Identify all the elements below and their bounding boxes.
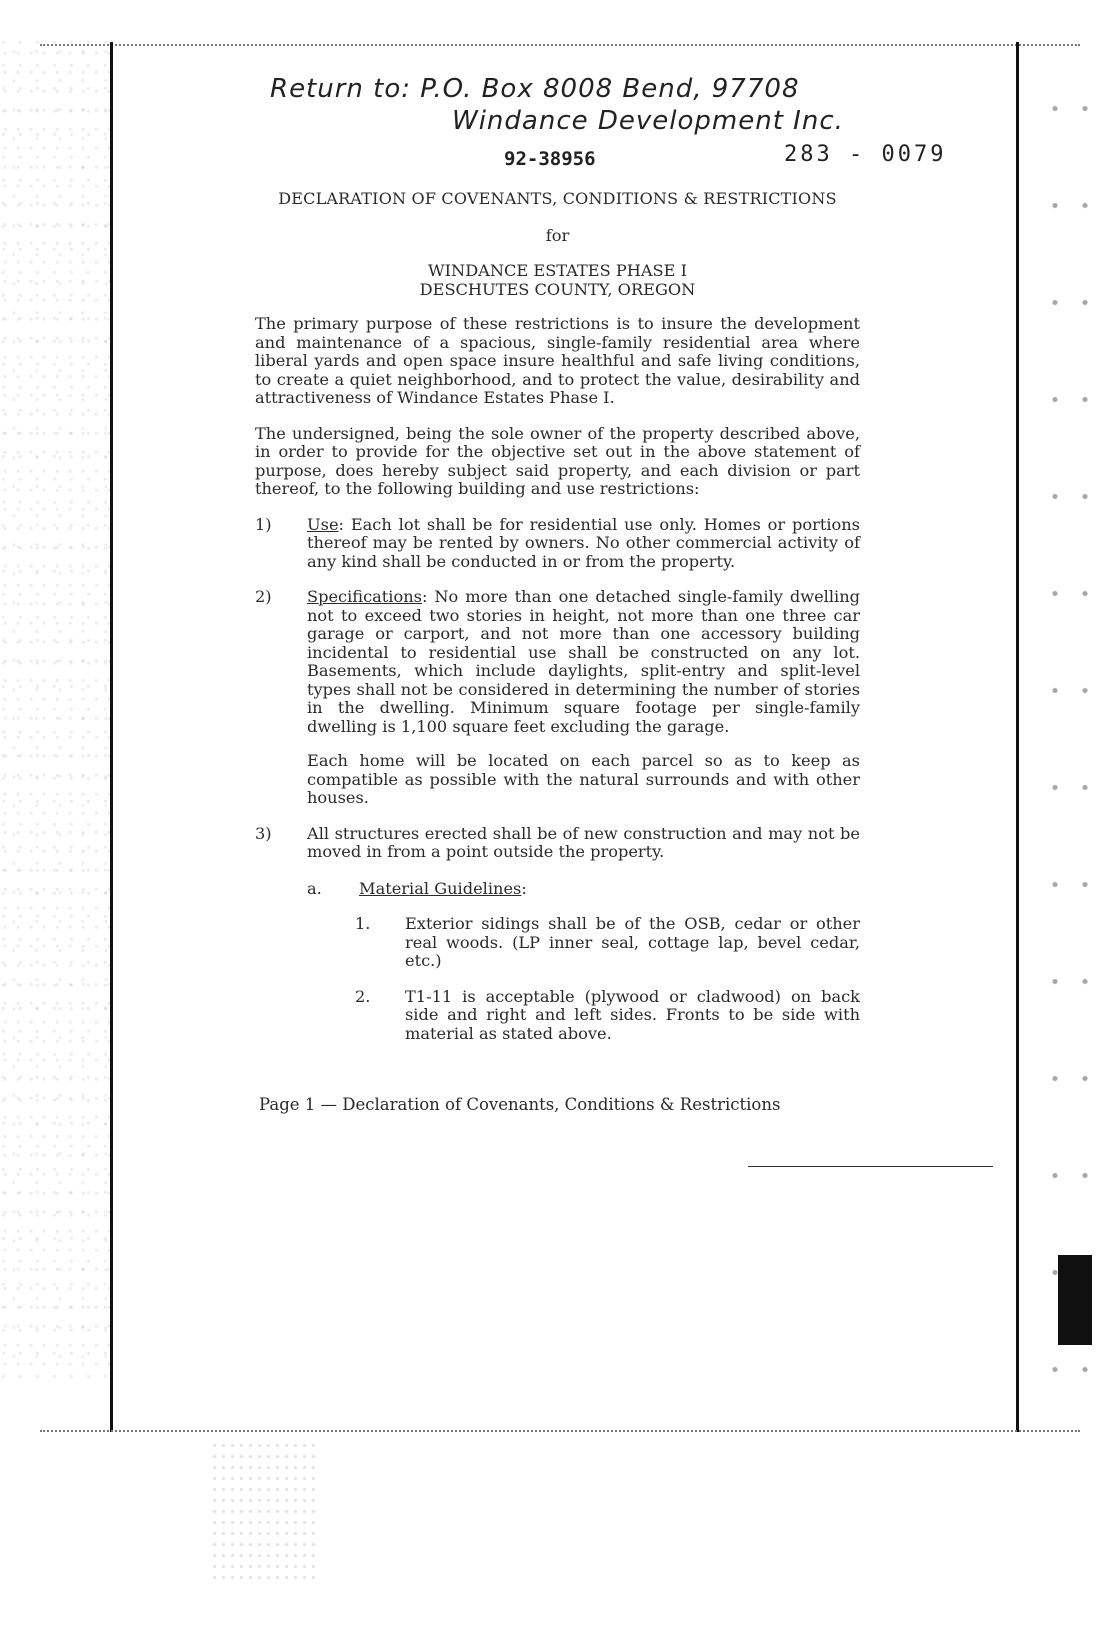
page-footer: Page 1 — Declaration of Covenants, Conditions & Restrictions — [259, 1095, 781, 1114]
book-page-stamp: 283 - 0079 — [784, 142, 947, 167]
restriction-item-specifications — [255, 588, 860, 736]
undersigned-paragraph: The undersigned, being the sole owner of the property described above, in order to provide for the objective set out in the above statement of purpose, does hereby subject said property, and each division or part thereof, to the following building and use restrictions: — [255, 423, 860, 498]
title-for: for — [545, 225, 570, 245]
subtitle-project: WINDANCE ESTATES PHASE I — [428, 261, 687, 280]
item-extra-text: Each home will be located on each parcel so as to keep as compatible as possible with the natural surrounds and with other houses. — [307, 751, 860, 807]
item-text: All structures erected shall be of new construction and may not be moved in from a point outside the property. — [307, 823, 860, 861]
recording-number-stamp: 92-38956 — [504, 148, 596, 170]
subsection-letter: a. — [307, 878, 322, 898]
item-number: 2) — [255, 587, 272, 606]
scan-top-border — [40, 44, 1080, 47]
subsection-suffix: : — [521, 878, 527, 898]
restriction-item-use — [255, 516, 860, 572]
guideline-point — [355, 915, 860, 971]
item-text: : Each lot shall be for residential use only. Homes or portions thereof may be rented by owners. No other commercial activity of any kind shall be conducted in or from the property. — [307, 514, 860, 571]
point-number: 2. — [355, 986, 371, 1006]
guideline-point — [355, 988, 860, 1044]
footer-rule — [748, 1166, 993, 1167]
point-text: Exterior sidings shall be of the OSB, cedar or other real woods. (LP inner seal, cottage lap, bevel cedar, etc.) — [405, 914, 860, 970]
subtitle-county: DESCHUTES COUNTY, OREGON — [419, 279, 696, 299]
subsection-label: Material Guidelines — [359, 878, 522, 898]
specifications-extra — [255, 752, 860, 808]
restriction-item-construction — [255, 825, 860, 862]
material-guidelines-heading — [307, 880, 860, 899]
scan-bottom-border — [40, 1430, 1080, 1433]
point-text: T1-11 is acceptable (plywood or cladwood) on back side and right and left sides. Fronts to be side with material as stated above. — [405, 986, 860, 1043]
scan-noise-right — [1040, 60, 1100, 1380]
document-body — [255, 190, 860, 1043]
item-number: 1) — [255, 514, 272, 534]
point-number: 1. — [355, 914, 371, 933]
handwritten-company-name: Windance Development Inc. — [452, 106, 844, 136]
scan-left-border — [110, 42, 113, 1432]
scan-right-border — [1016, 42, 1019, 1432]
item-label: Specifications — [307, 587, 422, 606]
purpose-paragraph: The primary purpose of these restrictions is to insure the development and maintenance of a spacious, single-family residential area where liberal yards and open space insure healthful and safe living conditions, to create a quiet neighborhood, and to protect the value, desirability and attractiveness of Windance Estates Phase I. — [255, 314, 860, 407]
item-text: : No more than one detached single-family dwelling not to exceed two stories in height, not more than one three car garage or carport, and not more than one accessory building incidental to residential use shall be constructed on any lot. Basements, which include daylights, split-entry and split-level types shall not be considered in determining the number of stories in the dwelling. Minimum square footage per single-family dwelling is 1,100 square feet excluding the garage. — [307, 587, 860, 736]
item-number: 3) — [255, 823, 272, 843]
document-title: DECLARATION OF COVENANTS, CONDITIONS & RESTRICTIONS — [278, 189, 837, 208]
scan-noise-left — [0, 40, 112, 1380]
item-label: Use — [307, 514, 339, 534]
handwritten-return-address: Return to: P.O. Box 8008 Bend, 97708 — [270, 74, 800, 104]
scan-noise-bottom — [210, 1440, 320, 1580]
scan-blot — [1058, 1255, 1092, 1345]
